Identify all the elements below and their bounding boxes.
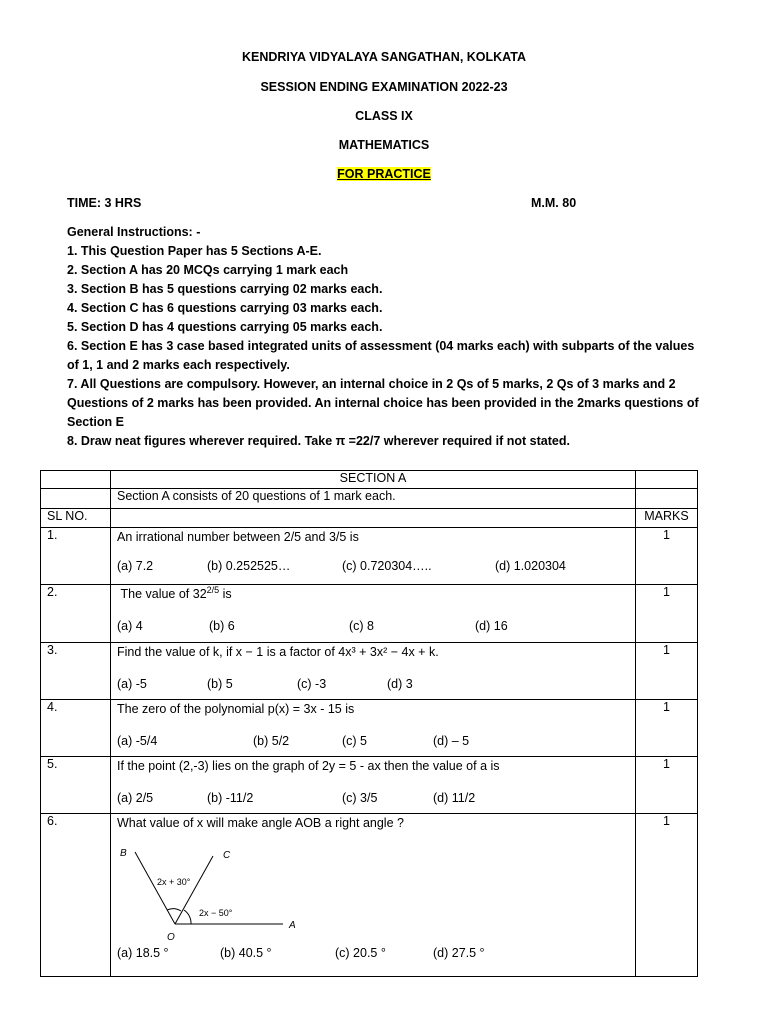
col-marks-header: MARKS	[636, 509, 698, 528]
exam-title: SESSION ENDING EXAMINATION 2022-23	[260, 80, 508, 94]
option-d: (d) 16	[475, 619, 508, 633]
options	[117, 734, 631, 756]
empty-cell	[636, 471, 698, 489]
question-marks: 1	[636, 814, 698, 977]
option-c: (c) 8	[349, 619, 374, 633]
practice-note: FOR PRACTICE	[337, 167, 431, 181]
question-cell	[111, 528, 636, 585]
question-marks: 1	[636, 528, 698, 585]
options	[117, 946, 631, 968]
option-a: (a) 7.2	[117, 559, 154, 573]
question-number: 1.	[41, 528, 111, 585]
org-name: KENDRIYA VIDYALAYA SANGATHAN, KOLKATA	[241, 50, 527, 64]
question-cell	[111, 700, 636, 757]
question-row	[41, 528, 698, 585]
question-number: 2.	[41, 585, 111, 643]
question-text: The zero of the polynomial p(x) = 3x - 15 is	[117, 702, 355, 716]
options	[117, 791, 631, 813]
question-marks: 1	[636, 643, 698, 700]
question-cell	[111, 643, 636, 700]
label-o: O	[167, 932, 175, 942]
section-desc: Section A consists of 20 questions of 1 mark each.	[111, 489, 636, 509]
option-d: (d) 3	[387, 677, 413, 691]
option-a: (a) 4	[117, 619, 143, 633]
time-label: TIME: 3 HRS	[67, 196, 142, 210]
question-text: The value of $32^{2/5}$ is	[120, 584, 232, 601]
question-cell	[111, 757, 636, 814]
question-row	[41, 700, 698, 757]
option-c: (c) -3	[297, 677, 327, 691]
option-d: (d) 1.020304	[495, 559, 566, 573]
option-c: (c) 0.720304…..	[342, 559, 432, 573]
question-cell	[111, 814, 636, 977]
question-text: What value of x will make angle AOB a right angle ?	[117, 816, 404, 830]
question-row	[41, 643, 698, 700]
label-a: A	[289, 920, 296, 931]
option-a: (a) -5/4	[117, 734, 158, 748]
question-row	[41, 585, 698, 643]
instruction-item: 4. Section C has 6 questions carrying 03 marks each.	[67, 301, 383, 315]
subject-label: MATHEMATICS	[338, 138, 430, 152]
class-label: CLASS IX	[355, 109, 413, 123]
question-number: 3.	[41, 643, 111, 700]
question-marks: 1	[636, 757, 698, 814]
question-text: Find the value of k, if x − 1 is a factor of 4x³ + 3x² − 4x + k.	[117, 645, 439, 659]
label-c: C	[223, 850, 231, 861]
option-d: (d) 11/2	[433, 791, 476, 805]
question-marks: 1	[636, 585, 698, 643]
max-marks-label: M.M. 80	[531, 196, 577, 210]
option-b: (b) 40.5 °	[220, 946, 272, 960]
section-title: SECTION A	[111, 471, 636, 489]
angle-arc-2	[184, 910, 191, 924]
option-c: (c) 5	[342, 734, 367, 748]
angle-arc-1	[167, 909, 181, 911]
empty-cell	[111, 509, 636, 528]
section-a-table	[40, 470, 698, 977]
instructions-title: General Instructions: -	[67, 225, 201, 239]
option-a: (a) 2/5	[117, 791, 154, 805]
option-c: (c) 20.5 °	[335, 946, 386, 960]
option-b: (b) 0.252525…	[207, 559, 291, 573]
option-c: (c) 3/5	[342, 791, 378, 805]
question-text: An irrational number between 2/5 and 3/5 is	[117, 530, 359, 544]
question-cell	[111, 585, 636, 643]
question-number: 4.	[41, 700, 111, 757]
angle-label-2: 2x − 50°	[199, 908, 233, 918]
instruction-item: 8. Draw neat figures wherever required. Take π =22/7 wherever required if not stated.	[67, 434, 570, 448]
option-b: (b) 6	[209, 619, 235, 633]
empty-cell	[636, 489, 698, 509]
option-d: (d) – 5	[433, 734, 470, 748]
instruction-item: 5. Section D has 4 questions carrying 05 marks each.	[67, 320, 383, 334]
empty-cell	[41, 471, 111, 489]
question-text: If the point (2,-3) lies on the graph of 2y = 5 - ax then the value of a is	[117, 759, 500, 773]
instruction-item: 2. Section A has 20 MCQs carrying 1 mark each	[67, 263, 349, 277]
question-number: 5.	[41, 757, 111, 814]
angle-label-1: 2x + 30°	[157, 877, 191, 887]
instruction-item: 3. Section B has 5 questions carrying 02 marks each.	[67, 282, 383, 296]
question-number: 6.	[41, 814, 111, 977]
option-a: (a) -5	[117, 677, 147, 691]
instruction-item: 6. Section E has 3 case based integrated units of assessment (04 marks each) with subparts of the values of 1, 1 and 2 marks each respectively.	[67, 339, 695, 372]
options	[117, 619, 631, 641]
option-b: (b) 5/2	[253, 734, 290, 748]
options	[117, 677, 631, 699]
instruction-item: 1. This Question Paper has 5 Sections A-E.	[67, 244, 322, 258]
question-row	[41, 757, 698, 814]
col-sl-header: SL NO.	[41, 509, 111, 528]
options	[117, 559, 631, 581]
option-a: (a) 18.5 °	[117, 946, 169, 960]
empty-cell	[41, 489, 111, 509]
angle-diagram	[117, 842, 337, 942]
question-marks: 1	[636, 700, 698, 757]
option-b: (b) 5	[207, 677, 233, 691]
question-row	[41, 814, 698, 977]
general-instructions	[67, 223, 707, 451]
option-b: (b) -11/2	[207, 791, 254, 805]
ray-ob	[135, 852, 175, 924]
angle-figure	[117, 842, 337, 942]
option-d: (d) 27.5 °	[433, 946, 485, 960]
instruction-item: 7. All Questions are compulsory. However, an internal choice in 2 Qs of 5 marks, 2 Qs of 3 marks and 2 Questions of 2 marks has been provided. An internal choice has been provided in the 2marks questions of Section E	[67, 377, 699, 429]
label-b: B	[120, 848, 127, 859]
